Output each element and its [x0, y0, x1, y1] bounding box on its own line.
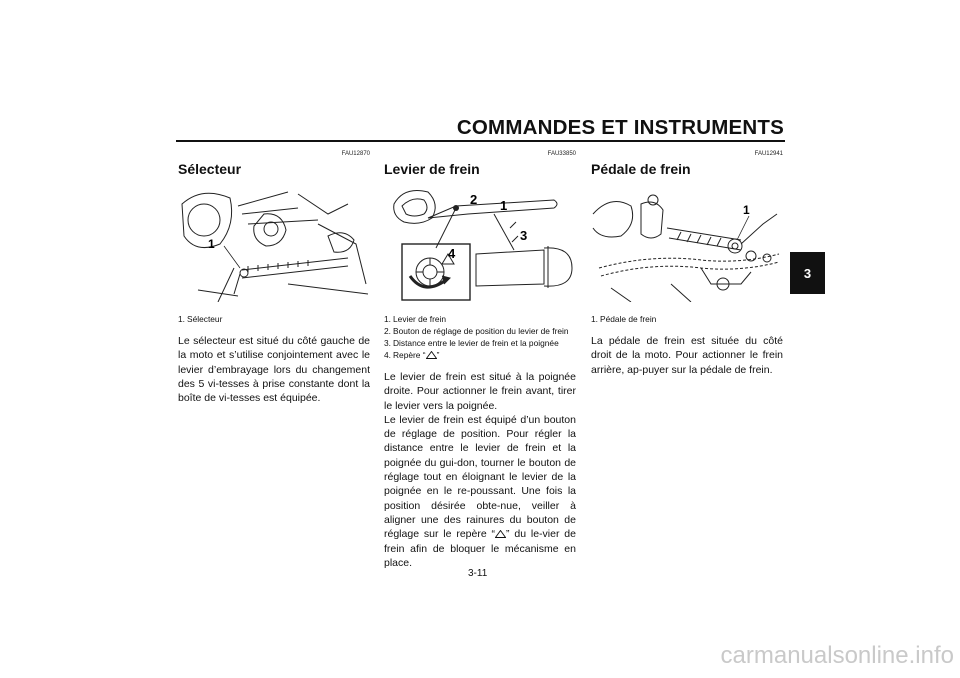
- caption-list: [178, 314, 370, 325]
- body-text: Le levier de frein est situé à la poignée droite. Pour actionner le frein avant, tirer le levier vers la poignée.: [384, 371, 576, 412]
- callout-3: 3: [520, 228, 528, 243]
- shift-pedal-illustration: [178, 184, 370, 302]
- section-code: FAU33850: [547, 151, 576, 157]
- watermark: carmanualsonline.info: [720, 642, 954, 669]
- callout-1: 1: [743, 203, 750, 217]
- section-levier-de-frein: [384, 150, 576, 570]
- chapter-tab: 3: [790, 252, 825, 294]
- caption-item: 1. Pédale de frein: [591, 314, 657, 324]
- page-header-title: COMMANDES ET INSTRUMENTS: [456, 116, 784, 139]
- body-text-continued: Le levier de frein est équipé d’un bouton de réglage de position. Pour régler la distance entre le levier de frein et la poignée du gui-don, tourner le bouton de réglage tout en éloignant le levier de la poignée en le re-poussant. Une fois la position désirée obte-nue, veiller à aligner une des rainures du bouton de réglage sur le repère “ ” du le-vier de frein afin de bloquer le mécanisme en place.: [384, 413, 576, 569]
- callout-4: 4: [448, 246, 456, 261]
- callout-1: 1: [500, 198, 508, 213]
- triangle-mark-icon: [495, 530, 506, 538]
- caption-item: 3. Distance entre le levier de frein et la poignée: [384, 338, 559, 348]
- caption-item: 2. Bouton de réglage de position du levier de frein: [384, 326, 569, 336]
- page-number: 3-11: [468, 568, 488, 579]
- figure-selecteur: [178, 184, 370, 302]
- section-title: Pédale de frein: [591, 161, 691, 177]
- header-rule: [176, 140, 785, 142]
- section-code: FAU12870: [341, 151, 370, 157]
- section-title: Sélecteur: [178, 161, 242, 177]
- brake-pedal-illustration: [591, 184, 783, 302]
- caption-item: 4. Repère “ ”: [384, 350, 440, 360]
- brake-lever-illustration: [384, 184, 576, 302]
- figure-levier: [384, 184, 576, 302]
- section-selecteur: [178, 150, 370, 405]
- callout-2: 2: [470, 192, 478, 207]
- body-text: Le sélecteur est situé du côté gauche de la moto et s’utilise conjointement avec le levier d’embrayage lors du changement des 5 vi-tesses à prise constante dont la boîte de vi-tesses est équipée.: [178, 335, 370, 405]
- figure-pedale: [591, 184, 783, 302]
- section-pedale-de-frein: [591, 150, 783, 377]
- caption-list: [384, 314, 576, 361]
- triangle-mark-icon: [426, 351, 437, 359]
- callout-1: 1: [208, 237, 215, 251]
- body-text: La pédale de frein est située du côté droit de la moto. Pour actionner le frein arrière, ap-puyer sur la pédale de frein.: [591, 335, 783, 376]
- caption-item: 1. Sélecteur: [178, 314, 223, 324]
- section-code: FAU12941: [754, 151, 783, 157]
- section-title: Levier de frein: [384, 161, 480, 177]
- caption-item: 1. Levier de frein: [384, 314, 447, 324]
- caption-list: [591, 314, 783, 325]
